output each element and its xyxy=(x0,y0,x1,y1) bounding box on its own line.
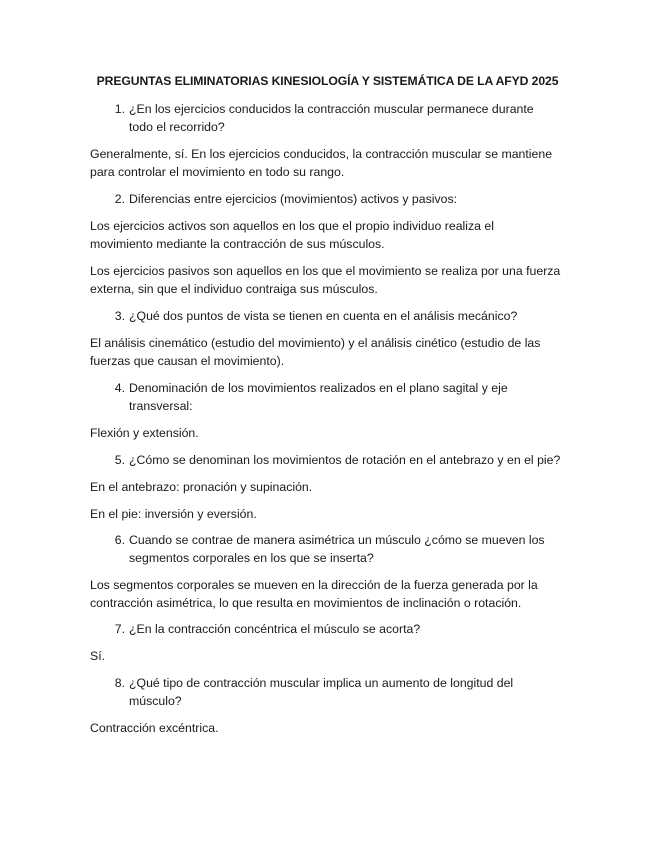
answer-3 xyxy=(90,335,570,370)
question-text-line: ¿Cómo se denominan los movimientos de rotación en el antebrazo y en el pie? xyxy=(129,453,561,467)
question-number: 3. xyxy=(114,309,125,323)
question-number: 6. xyxy=(114,533,125,547)
answer-text-line: Sí. xyxy=(90,649,106,663)
question-number: 2. xyxy=(114,192,125,206)
question-number: 7. xyxy=(114,622,125,636)
question-text-line: Cuando se contrae de manera asimétrica un músculo ¿cómo se mueven los xyxy=(129,533,545,547)
question-text-line: Denominación de los movimientos realizados en el plano sagital y eje xyxy=(129,381,508,395)
question-5 xyxy=(114,452,569,470)
question-1 xyxy=(114,101,569,136)
answer-text-line: Contracción excéntrica. xyxy=(90,721,219,735)
answer-5b xyxy=(90,506,570,524)
question-7 xyxy=(114,621,569,639)
question-text-line: ¿Qué tipo de contracción muscular implica un aumento de longitud del xyxy=(129,676,514,690)
answer-text-line: En el pie: inversión y eversión. xyxy=(90,507,257,521)
question-text-line: segmentos corporales en los que se inserta? xyxy=(129,550,374,565)
answer-2b xyxy=(90,263,570,298)
question-number: 8. xyxy=(114,676,125,690)
answer-text-line: externa, sin que el individuo contraiga sus músculos. xyxy=(90,281,378,296)
answer-7 xyxy=(90,648,570,666)
question-text-line: Diferencias entre ejercicios (movimientos) activos y pasivos: xyxy=(129,192,458,206)
question-2 xyxy=(114,191,569,209)
document-title: PREGUNTAS ELIMINATORIAS KINESIOLOGÍA Y SISTEMÁTICA DE LA AFYD 2025 xyxy=(96,74,559,88)
answer-1 xyxy=(90,146,570,181)
answer-2a xyxy=(90,218,570,253)
answer-text-line: movimiento mediante la contracción de sus músculos. xyxy=(90,236,385,251)
answer-text-line: Flexión y extensión. xyxy=(90,426,199,440)
question-text-line: todo el recorrido? xyxy=(129,119,225,134)
question-text-line: ¿En los ejercicios conducidos la contracción muscular permanece durante xyxy=(129,102,534,116)
question-number: 5. xyxy=(114,453,125,467)
answer-text-line: Los ejercicios pasivos son aquellos en los que el movimiento se realiza por una fuerza xyxy=(90,264,561,278)
question-text-line: músculo? xyxy=(129,693,182,708)
question-number: 4. xyxy=(114,381,125,395)
question-text-line: ¿En la contracción concéntrica el músculo se acorta? xyxy=(129,622,421,636)
question-text-line: ¿Qué dos puntos de vista se tienen en cuenta en el análisis mecánico? xyxy=(129,309,518,323)
answer-text-line: En el antebrazo: pronación y supinación. xyxy=(90,480,313,494)
answer-text-line: Los segmentos corporales se mueven en la dirección de la fuerza generada por la xyxy=(90,578,538,592)
question-4 xyxy=(114,380,569,415)
answer-text-line: fuerzas que causan el movimiento). xyxy=(90,353,285,368)
answer-text-line: Los ejercicios activos son aquellos en los que el propio individuo realiza el xyxy=(90,219,494,233)
answer-text-line: para controlar el movimiento en todo su rango. xyxy=(90,164,345,179)
question-6 xyxy=(114,532,569,567)
answer-text-line: El análisis cinemático (estudio del movimiento) y el análisis cinético (estudio de las xyxy=(90,336,541,350)
answer-6 xyxy=(90,577,570,612)
question-text-line: transversal: xyxy=(129,398,193,413)
question-3 xyxy=(114,308,569,326)
answer-8 xyxy=(90,720,570,738)
answer-text-line: Generalmente, sí. En los ejercicios conducidos, la contracción muscular se mantiene xyxy=(90,147,553,161)
answer-4 xyxy=(90,425,570,443)
question-number: 1. xyxy=(114,102,125,116)
answer-5a xyxy=(90,479,570,497)
question-8 xyxy=(114,675,569,710)
answer-text-line: contracción asimétrica, lo que resulta en movimientos de inclinación o rotación. xyxy=(90,595,522,610)
